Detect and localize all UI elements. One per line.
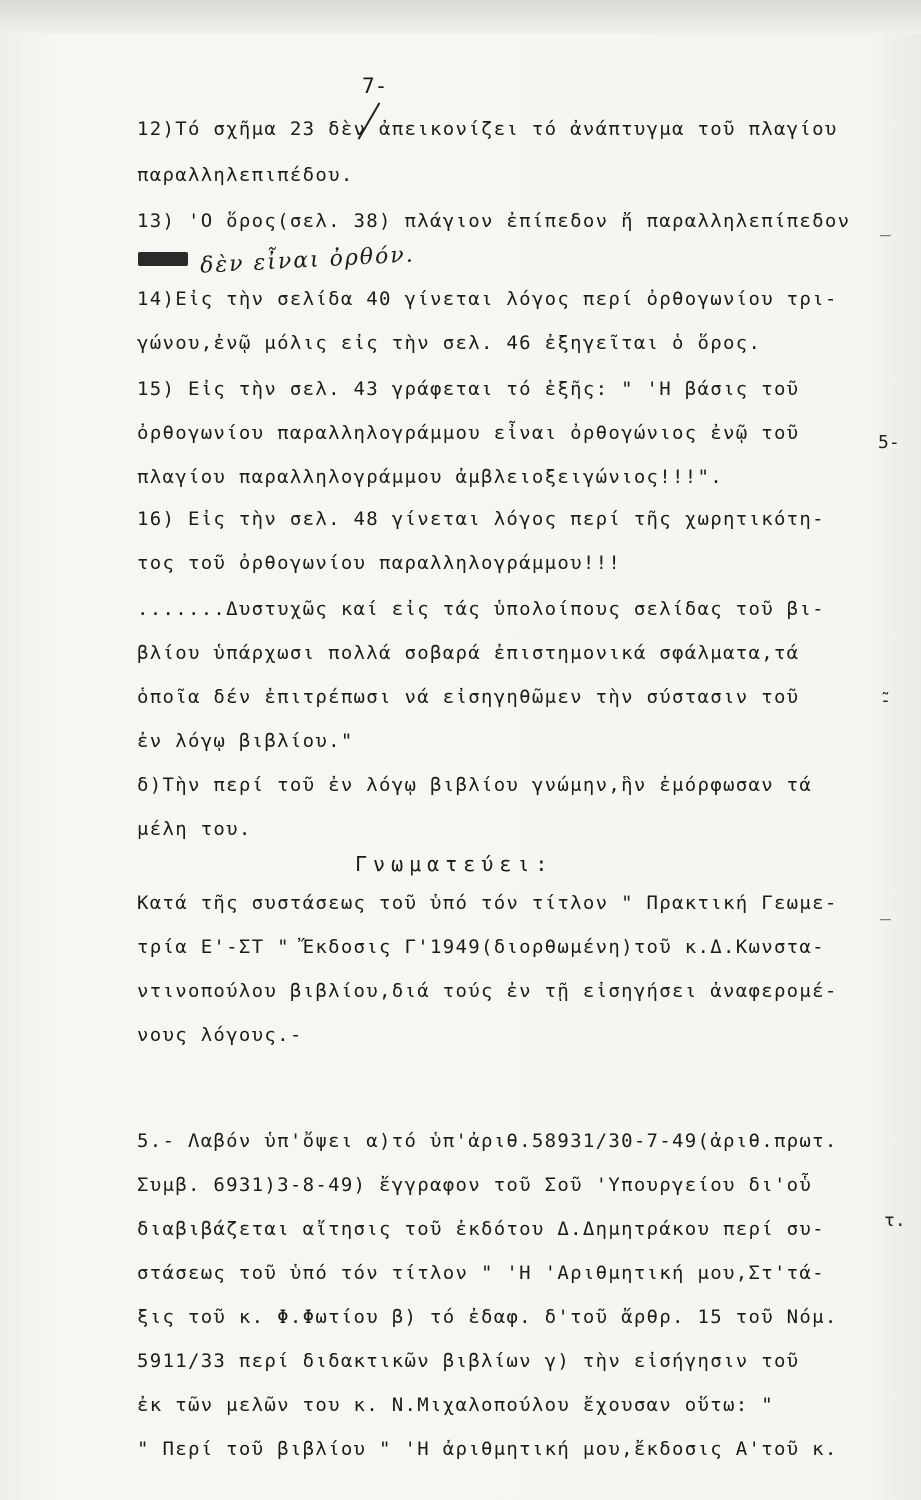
- text-line: διαβιβάζεται αἴτησις τοῦ ἐκδότου Δ.Δημητράκου περί συ-: [137, 1218, 825, 1240]
- margin-mark: ̃-: [880, 690, 891, 711]
- text-line: ἐν λόγῳ βιβλίου.": [137, 730, 354, 752]
- text-line: τος τοῦ ὀρθογωνίου παραλληλογράμμου!!!: [137, 552, 622, 574]
- section-heading: Γνωματεύει:: [355, 852, 554, 876]
- page-edge-shadow: [0, 0, 921, 34]
- text-line: πλαγίου παραλληλογράμμου ἀμβλειοξειγώνιος!!!".: [137, 466, 723, 488]
- text-line: 5.- Λαβόν ὑπ'ὄψει α)τό ὑπ'ἀριθ.58931/30-7-49(ἀριθ.πρωτ.: [137, 1130, 838, 1152]
- text-line: στάσεως τοῦ ὑπό τόν τίτλον " 'Η 'Αριθμητική μου,Στ'τά-: [137, 1262, 825, 1284]
- text-line: ὀρθογωνίου παραλληλογράμμου εἶναι ὀρθογώνιος ἐνῷ τοῦ: [137, 422, 800, 444]
- text-line: 13) 'Ο ὅρος(σελ. 38) πλάγιον ἐπίπεδον ἤ παραλληλεπίπεδον: [137, 210, 851, 232]
- text-line: δ)Τὴν περί τοῦ ἐν λόγῳ βιβλίου γνώμην,ἣν ἐμόρφωσαν τά: [137, 774, 813, 796]
- margin-mark: τ.: [884, 1210, 906, 1231]
- text-line: ξις τοῦ κ. Φ.Φωτίου β) τό ἐδαφ. δ'τοῦ ἄρθρ. 15 τοῦ Νόμ.: [137, 1306, 838, 1328]
- page-number: 7-: [362, 74, 388, 98]
- text-line: ντινοπούλου βιβλίου,διά τούς ἐν τῇ εἰσηγήσει ἀναφερομέ-: [137, 980, 838, 1002]
- text-line: παραλληλεπιπέδου.: [137, 164, 354, 186]
- text-line: 5911/33 περί διδακτικῶν βιβλίων γ) τὴν εἰσήγησιν τοῦ: [137, 1350, 800, 1372]
- text-line: ὁποῖα δέν ἐπιτρέπωσι νά εἰσηγηθῶμεν τὴν σύστασιν τοῦ: [137, 686, 800, 708]
- text-line: Κατά τῆς συστάσεως τοῦ ὑπό τόν τίτλον " Πρακτική Γεωμε-: [137, 892, 838, 914]
- text-line: βλίου ὑπάρχωσι πολλά σοβαρά ἐπιστημονικά σφάλματα,τά: [137, 642, 800, 664]
- text-line: .......Δυστυχῶς καί εἰς τάς ὑπολοίπους σελίδας τοῦ βι-: [137, 598, 825, 620]
- text-line: 14)Εἰς τὴν σελίδα 40 γίνεται λόγος περί ὀρθογωνίου τρι-: [137, 288, 838, 310]
- text-line: γώνου,ἐνῷ μόλις εἰς τὴν σελ. 46 ἐξηγεῖται ὁ ὅρος.: [137, 332, 762, 354]
- text-line: 15) Εἰς τὴν σελ. 43 γράφεται τό ἑξῆς: " 'Η βάσις τοῦ: [137, 378, 800, 400]
- text-line: ἐκ τῶν μελῶν του κ. Ν.Μιχαλοπούλου ἔχουσαν οὕτω: ": [137, 1394, 774, 1416]
- margin-mark: _: [880, 900, 891, 921]
- handwritten-note: δὲν εἶναι ὀρθόν.: [199, 242, 416, 279]
- text-line: Συμβ. 6931)3-8-49) ἔγγραφον τοῦ Σοῦ 'Υπουργείου δι'οὗ: [137, 1174, 813, 1196]
- ink-blot: [138, 252, 188, 266]
- text-line: μέλη του.: [137, 818, 252, 840]
- margin-mark: _: [880, 216, 891, 237]
- text-line: 16) Εἰς τὴν σελ. 48 γίνεται λόγος περί τῆς χωρητικότη-: [137, 508, 825, 530]
- text-line: τρία Ε'-ΣΤ " Ἔκδοσις Γ'1949(διορθωμένη)τοῦ κ.Δ.Κωνστα-: [137, 936, 825, 958]
- text-line: 12)Τό σχῆμα 23 δὲν ἀπεικονίζει τό ἀνάπτυγμα τοῦ πλαγίου: [137, 118, 838, 140]
- margin-mark: 5-: [878, 432, 900, 453]
- text-line: νους λόγους.-: [137, 1024, 303, 1046]
- text-line: " Περί τοῦ βιβλίου " 'Η ἀριθμητική μου,ἔκδοσις Α'τοῦ κ.: [137, 1438, 838, 1460]
